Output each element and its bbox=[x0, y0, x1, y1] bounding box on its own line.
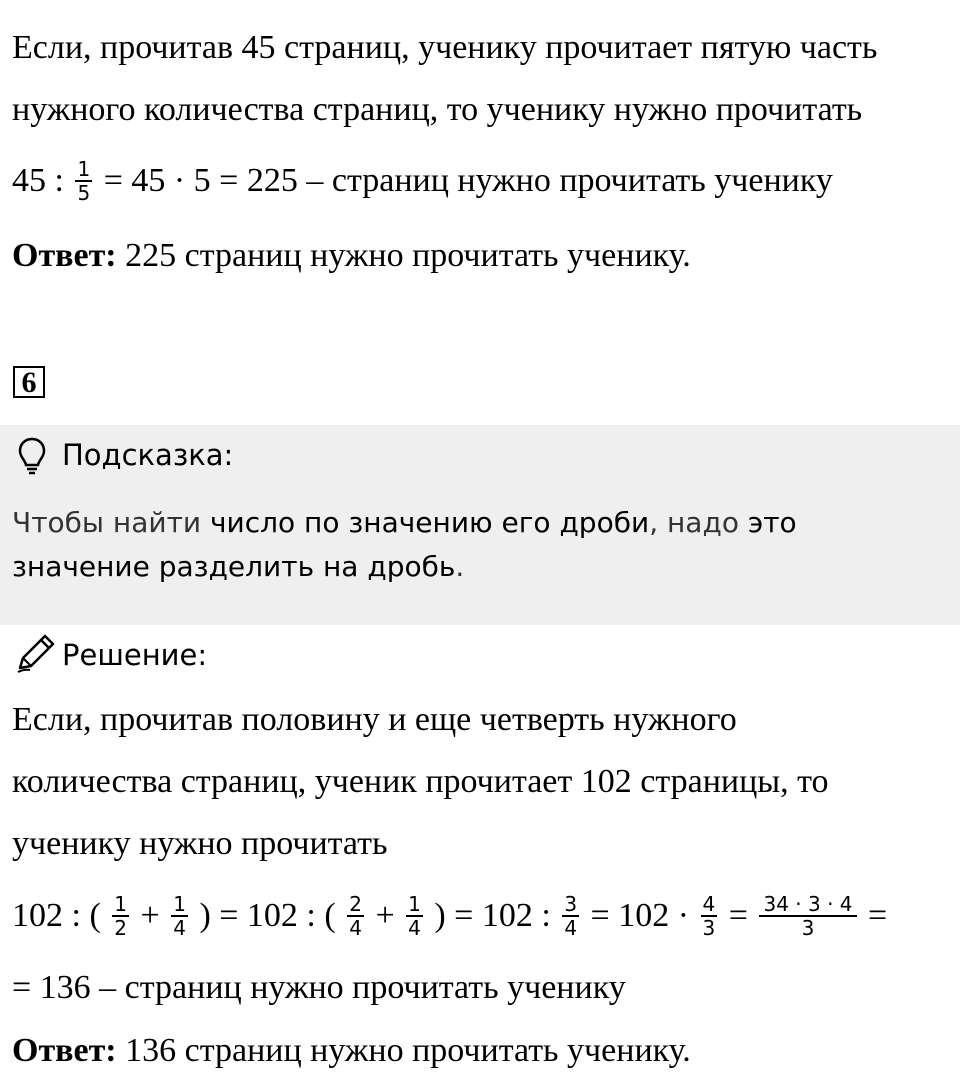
hint-emphasis: это bbox=[747, 506, 797, 539]
answer-label: Ответ: bbox=[12, 1032, 117, 1069]
text-line: Если, прочитав половину и еще четверть нужного bbox=[12, 701, 737, 738]
formula-term: 45 : bbox=[12, 161, 64, 199]
answer-text: 136 страниц нужно прочитать ученику. bbox=[125, 1032, 691, 1069]
pencil-icon bbox=[14, 632, 58, 674]
task-number: 6 bbox=[13, 366, 45, 398]
lightbulb-icon bbox=[16, 436, 48, 476]
fraction bbox=[171, 893, 188, 939]
formula-line bbox=[12, 157, 833, 206]
text-line: = 136 – страниц нужно прочитать ученику bbox=[12, 969, 626, 1006]
formula-term: = 45 · 5 = 225 – страниц нужно прочитать ученику bbox=[103, 161, 833, 199]
formula-term: = bbox=[868, 896, 888, 934]
answer-label: Ответ: bbox=[12, 237, 117, 274]
hint-text: Чтобы найти bbox=[12, 506, 210, 539]
fraction bbox=[759, 893, 856, 939]
fraction-denominator: 4 bbox=[564, 916, 578, 940]
fraction-denominator: 2 bbox=[114, 916, 128, 940]
formula-operator: + bbox=[375, 896, 395, 934]
formula-term: 102 : ( bbox=[12, 896, 101, 934]
fraction-denominator: 5 bbox=[77, 181, 91, 205]
formula-term: = bbox=[728, 896, 748, 934]
fraction-denominator: 4 bbox=[408, 916, 421, 940]
fraction bbox=[75, 158, 92, 204]
answer-text: 225 страниц нужно прочитать ученику. bbox=[125, 237, 691, 274]
hint-text: . bbox=[455, 550, 465, 583]
fraction bbox=[701, 893, 718, 939]
fraction-denominator: 3 bbox=[801, 916, 815, 940]
formula-term: = 102 · bbox=[590, 896, 690, 934]
fraction-numerator: 2 bbox=[349, 892, 362, 916]
fraction-numerator: 1 bbox=[173, 892, 186, 916]
fraction-numerator: 1 bbox=[77, 157, 91, 181]
fraction bbox=[347, 893, 364, 939]
formula-term: ) = 102 : ( bbox=[199, 896, 336, 934]
fraction-denominator: 4 bbox=[173, 916, 186, 940]
fraction-denominator: 3 bbox=[702, 916, 716, 940]
fraction-numerator: 4 bbox=[702, 892, 716, 916]
fraction-denominator: 4 bbox=[349, 916, 362, 940]
hint-emphasis: число по значению его дроби bbox=[209, 506, 650, 539]
formula-operator: + bbox=[140, 896, 160, 934]
hint-text: , надо bbox=[649, 506, 748, 539]
fraction-numerator: 3 bbox=[564, 892, 578, 916]
hint-text-line bbox=[12, 503, 797, 543]
formula-line bbox=[12, 892, 888, 941]
fraction bbox=[406, 893, 423, 939]
text-line: количества страниц, ученик прочитает 102 страницы, то bbox=[12, 763, 829, 800]
answer-line bbox=[12, 236, 691, 276]
text-line: нужного количества страниц, то ученику нужно прочитать bbox=[12, 91, 863, 128]
answer-line bbox=[12, 1031, 691, 1071]
fraction-numerator: 1 bbox=[114, 892, 128, 916]
formula-term: ) = 102 : bbox=[434, 896, 551, 934]
solution-title: Решение: bbox=[62, 638, 208, 672]
fraction bbox=[562, 893, 579, 939]
hint-title: Подсказка: bbox=[62, 438, 234, 472]
hint-text-line bbox=[12, 547, 464, 587]
fraction bbox=[112, 893, 129, 939]
fraction-numerator: 34 · 3 · 4 bbox=[759, 893, 856, 917]
hint-emphasis: значение разделить на дробь bbox=[12, 550, 456, 583]
fraction-numerator: 1 bbox=[408, 892, 421, 916]
text-line: Если, прочитав 45 страниц, ученику прочитает пятую часть bbox=[12, 29, 878, 66]
text-line: ученику нужно прочитать bbox=[12, 825, 388, 862]
